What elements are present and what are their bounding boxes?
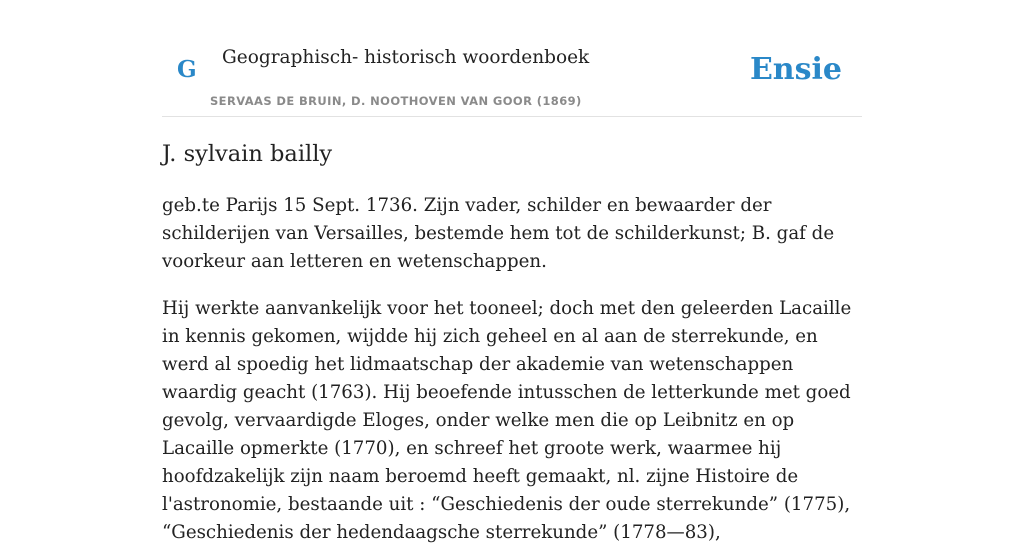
entry-title: J. sylvain bailly <box>162 141 333 167</box>
book-title-link[interactable]: Geographisch- historisch woordenboek <box>222 47 590 68</box>
source-header <box>162 0 862 117</box>
entry-paragraph-1: geb.te Parijs 15 Sept. 1736. Zijn vader, schilder en bewaarder der schilderijen van Versailles, bestemde hem tot de schilderkunst; B. gaf de voorkeur aan letteren en wetenschappen. <box>162 195 835 272</box>
source-logo-icon[interactable]: G <box>177 56 197 83</box>
book-author: SERVAAS DE BRUIN, D. NOOTHOVEN VAN GOOR (1869) <box>210 94 582 108</box>
ensie-logo-link[interactable]: Ensie <box>749 52 842 87</box>
entry-content <box>162 136 862 547</box>
entry-paragraph-2: Hij werkte aanvankelijk voor het tooneel; doch met den geleerden Lacaille in kennis gekomen, wijdde hij zich geheel en al aan de sterrekunde, en werd al spoedig het lidmaatschap der akademie van wetenschappen waardig geacht (1763). Hij beoefende intusschen de letterkunde met goed gevolg, vervaardigde Eloges, onder welke men die op Leibnitz en op Lacaille opmerkte (1770), en schreef het groote werk, waarmee hij hoofdzakelijk zijn naam beroemd heeft gemaakt, nl. zijne Histoire de l'astronomie, bestaande uit : “Geschiedenis der oude sterrekunde” (1775), “Geschiedenis der hedendaagsche sterrekunde” (1778—83), <box>162 298 852 543</box>
